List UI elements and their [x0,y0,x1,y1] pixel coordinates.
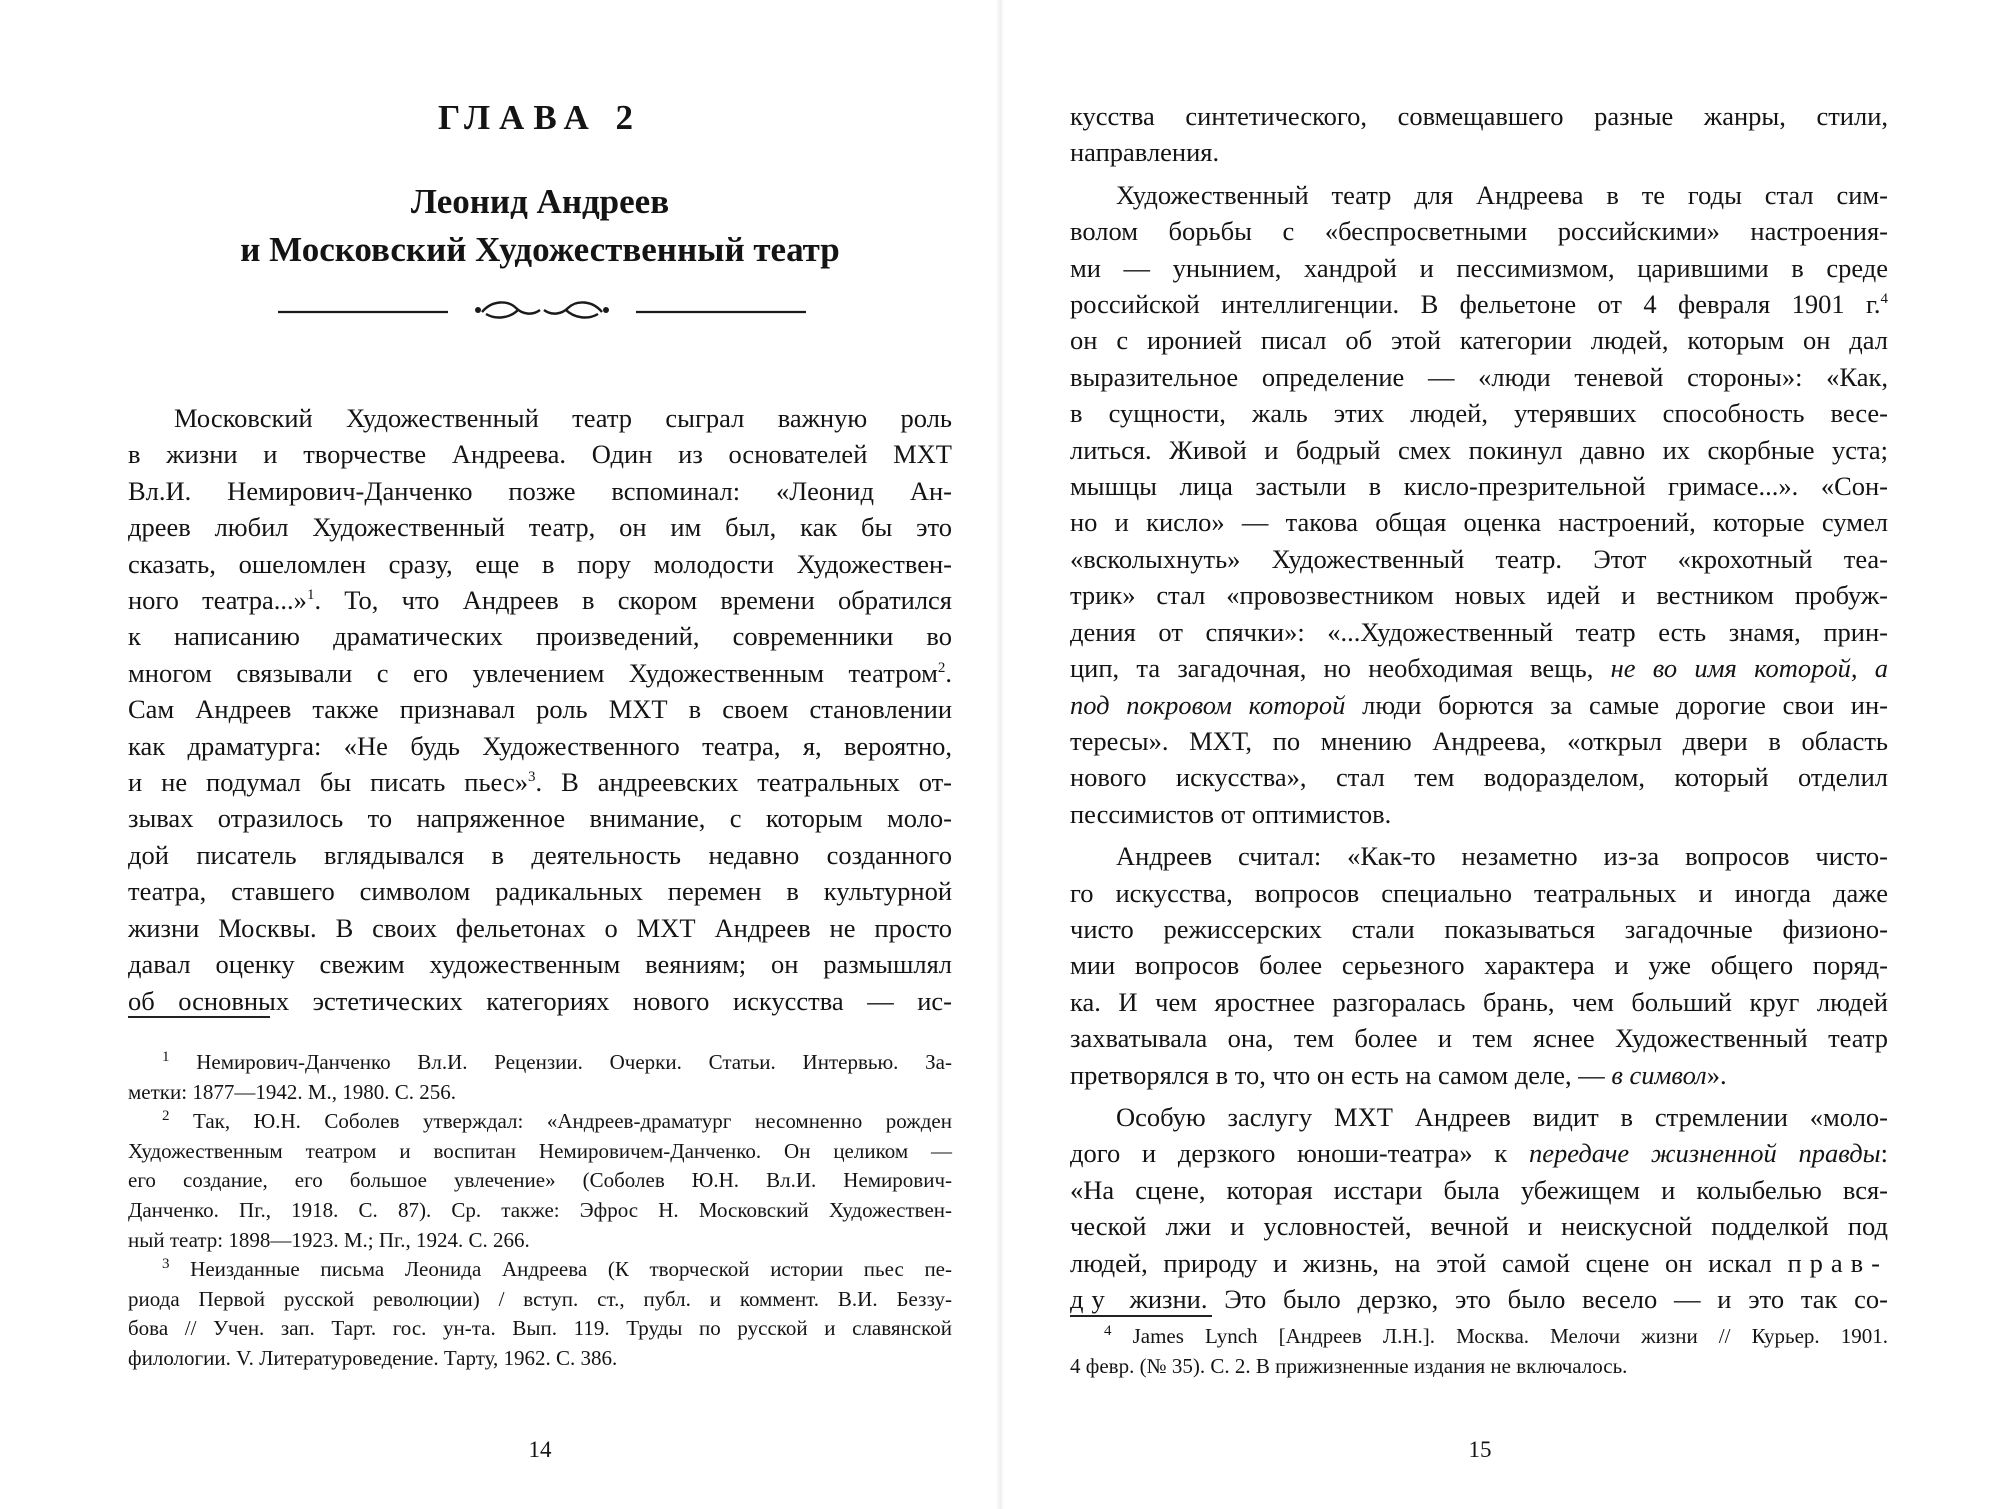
text-line: зывах отразилось то напряженное внимание, с которым моло- [128,803,952,834]
footnote-line: филологии. V. Литературоведение. Тарту, 1962. С. 386. [128,1345,618,1370]
text-line: давал оценку свежим художественным веяниям; он размышлял [128,949,952,980]
text-line: Вл.И. Немирович-Данченко позже вспоминал: «Леонид Ан- [128,475,952,506]
footnote-line: $^2$ Так, Ю.Н. Соболев утверждал: «Андреев-драматург несомненно рожден [162,1108,952,1134]
footnote-line: Данченко. Пг., 1918. С. 87). Ср. также: Эфрос Н. Московский Художествен- [128,1197,952,1222]
text-line: Сам Андреев также признавал роль МХТ в своем становлении [128,694,952,725]
text-line: дой писатель вглядывался в деятельность недавно созданного [128,839,952,870]
text-line: российской интеллигенции. В фельетоне от 4 февраля 1901 г.$^4$ [1070,289,1888,320]
ornament-divider-icon [272,290,812,326]
emphasis: не во имя которой, а [1610,653,1888,684]
text-line: дреев любил Художественный театр, он им был, как бы это [128,512,952,543]
text-line: но и кисло» — такова общая оценка настроений, которые сумел [1070,507,1888,538]
text-line: Художественный театр для Андреева в те годы стал сим- [1116,179,1888,210]
footnote-rule [128,1016,270,1018]
text-line: волом борьбы с «беспросветными российскими» настроения- [1070,216,1888,247]
text-line: литься. Живой и бодрый смех покинул давно их скорбные уста; [1070,434,1888,465]
left-body-text [128,400,952,1019]
footnote-line: риода Первой русской революции) / вступ. ст., публ. и коммент. В.И. Беззу- [128,1286,952,1311]
text-line: к написанию драматических произведений, современники во [128,621,952,652]
text-line: го искусства, вопросов специально театральных и иногда даже [1070,877,1888,908]
page-number: 14 [528,1437,552,1462]
footnote-ref: 3 [527,769,536,786]
text-line: «всколыхнуть» Художественный театр. Этот «крохотный теа- [1070,543,1888,574]
text-line: об основных эстетических категориях нового искусства — ис- [128,985,952,1016]
footnote-line: бова // Учен. зап. Тарт. гос. ун-та. Вып. 119. Труды по русской и славянской [128,1316,952,1341]
chapter-title [130,178,950,274]
footnote-ref: 4 [1880,291,1888,308]
footnote-line: метки: 1877—1942. М., 1980. С. 256. [128,1079,456,1104]
text-line: тересы». МХТ, по мнению Андреева, «открыл двери в область [1070,725,1888,756]
text-line: ми — унынием, хандрой и пессимизмом, царившими в среде [1070,252,1888,283]
right-body-text [1070,98,1888,1317]
footnote-line: его создание, его большое увлечение» (Соболев Ю.Н. Вл.И. Немирович- [128,1168,952,1193]
text-line: Московский Художественный театр сыграл важную роль [174,403,952,433]
footnote-line: ный театр: 1898—1923. М.; Пг., 1924. С. 266. [128,1227,530,1252]
text-line: дого и дерзкого юноши-театра» к передаче жизненной правды: [1070,1138,1888,1169]
text-line: ческой лжи и условностей, вечной и неискусной подделкой под [1070,1211,1888,1242]
spaced-word: ду [1070,1284,1113,1314]
text-line: трик» стал «провозвестником новых идей и вестником пробуж- [1070,580,1888,611]
text-line: чисто режиссерских стали показываться загадочные физионо- [1070,913,1888,944]
footnote-line: Художественным театром и воспитан Немировичем-Данченко. Он целиком — [128,1138,952,1163]
emphasis: под покровом которой [1070,689,1346,720]
text-line: сказать, ошеломлен сразу, еще в пору молодости Художествен- [128,548,952,579]
text-line: театра, ставшего символом радикальных перемен в культурной [128,876,952,907]
text-line: пессимистов от оптимистов. [1070,798,1392,829]
text-line: претворялся в то, что он есть на самом деле, — в символ». [1070,1059,1727,1090]
footnote-line: 4 февр. (№ 35). С. 2. В прижизненные издания не включалось. [1070,1353,1628,1378]
text-line: и не подумал бы писать пьес»$^3$. В андреевских театральных от- [128,767,953,798]
right-footnotes [1070,1322,1888,1381]
text-line: дения от спячки»: «...Художественный театр есть знамя, прин- [1070,616,1888,647]
text-line: людей, природу и жизнь, на этой самой сцене он искал прав- [1070,1247,1888,1278]
text-line: Особую заслугу МХТ Андреев видит в стремлении «моло- [1116,1101,1888,1132]
text-line: захватывала она, тем более и тем яснее Художественный театр [1070,1023,1888,1054]
text-line: он с иронией писал об этой категории людей, которым он дал [1070,325,1888,356]
footnote-ref: 1 [306,587,315,604]
emphasis: в символ [1611,1059,1707,1090]
text-line: мышцы лица застыли в кисло-презрительной гримасе...». «Сон- [1070,471,1888,502]
text-line: ного театра...»$^1$. То, что Андреев в скором времени обратился [128,585,952,616]
text-line: мии вопросов более серьезного характера и уже общего поряд- [1070,950,1888,981]
text-line: жизни Москвы. В своих фельетонах о МХТ Андреев не просто [128,912,952,943]
text-line: направления. [1070,137,1220,168]
text-line: ка. И чем яростнее разгоралась брань, чем больший круг людей [1070,986,1888,1017]
right-page [1000,0,2000,1509]
text-line: как драматурга: «Не будь Художественного театра, я, вероятно, [128,730,952,761]
footnote-line: $^4$ James Lynch [Андреев Л.Н.]. Москва. Мелочи жизни // Курьер. 1901. [1104,1323,1888,1348]
chapter-title-line-2: и Московский Художественный театр [240,230,840,269]
text-line: нового искусства», стал тем водоразделом, который отделил [1070,762,1888,793]
text-line: ду жизни. Это было дерзко, это было весело — и это так со- [1070,1284,1889,1314]
text-line: в жизни и творчестве Андреева. Один из основателей МХТ [128,439,952,470]
text-line: цип, та загадочная, но необходимая вещь, не во имя которой, а [1070,653,1888,684]
emphasis: передаче жизненной правды [1529,1138,1881,1169]
footnote-ref: 2 [937,660,946,677]
text-line: кусства синтетического, совмещавшего разные жанры, стили, [1070,101,1888,131]
left-footnotes [128,1048,952,1374]
chapter-title-line-1: Леонид Андреев [410,182,670,221]
spaced-word: прав- [1787,1247,1888,1278]
page-number: 15 [1468,1437,1492,1462]
footnote-line: $^1$ Немирович-Данченко Вл.И. Рецензии. Очерки. Статьи. Интервью. За- [162,1049,952,1074]
text-line: Андреев считал: «Как-то незаметно из-за вопросов чисто- [1116,841,1888,872]
text-line: в сущности, жаль этих людей, утерявших способность весе- [1070,398,1888,429]
chapter-label: ГЛАВА 2 [437,98,642,137]
text-line: под покровом которой люди борются за самые дорогие свои ин- [1070,689,1888,720]
text-line: многом связывали с его увлечением Художественным театром$^2$. [128,657,952,688]
footnote-line: $^3$ Неизданные письма Леонида Андреева (К творческой истории пьес пе- [162,1256,952,1282]
text-line: «На сцене, которая исстари была убежищем и колыбелью вся- [1070,1174,1888,1205]
text-line: выразительное определение — «люди теневой стороны»: «Как, [1070,361,1888,392]
footnote-rule [1070,1315,1212,1317]
